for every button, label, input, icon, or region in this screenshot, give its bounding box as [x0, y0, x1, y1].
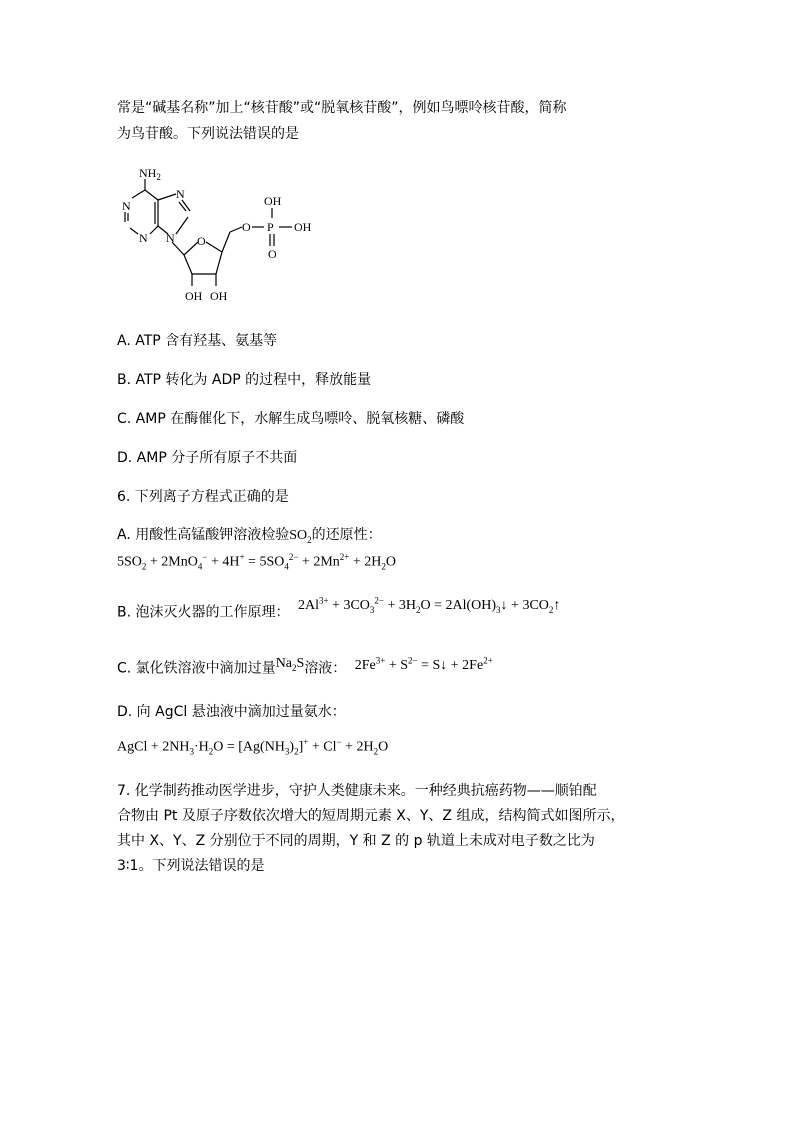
q6-option-b-text: B. 泡沫灭火器的工作原理： [117, 604, 290, 621]
q6-stem: 6. 下列离子方程式正确的是 [117, 489, 289, 505]
q6-option-c [117, 654, 493, 683]
q7-line-3: 其中 X、Y、Z 分别位于不同的周期，Y 和 Z 的 p 轨道上未成对电子数之比为 [117, 833, 595, 849]
phosphorus-label: P [267, 220, 274, 234]
q6-option-c-text: C. 氯化铁溶液中滴加过量 [117, 660, 276, 677]
nucleotide-structure-figure [112, 160, 332, 305]
phosphate-hydroxyl-label: OH [294, 220, 312, 234]
q6-option-b-equation: $2Al^{3+} + 3CO_3^{2-} + 3H_2O$ = $2Al(OH)_3↓$ + $3CO_2↑$ [297, 595, 561, 615]
hydroxyl-label: OH [210, 289, 228, 303]
q5-option-d: D. AMP 分子所有原子不共面 [117, 450, 298, 466]
q7-line-2: 合物由 Pt 及原子序数依次增大的短周期元素 X、Y、Z 组成，结构简式如图所示， [117, 808, 625, 824]
hydroxyl-label: OH [185, 289, 203, 303]
ester-oxygen-label: O [242, 220, 251, 234]
q7-line-4: 3∶1。下列说法错误的是 [117, 858, 265, 874]
phosphate-oxygen-label: O [268, 247, 277, 261]
so2-formula: $SO_2$ [289, 528, 312, 545]
ring-nitrogen-label: N [139, 231, 148, 245]
q7-line-1: 7. 化学制药推动医学进步，守护人类健康未来。一种经典抗癌药物——顺铂配 [117, 783, 597, 799]
q5-option-a: A. ATP 含有羟基、氨基等 [117, 333, 278, 349]
q6-option-a-tail: 的还原性： [311, 527, 382, 543]
intro-line-1: 常是“碱基名称”加上“核苷酸”或“脱氧核苷酸”，例如鸟嘌呤核苷酸，简称 [117, 100, 567, 116]
q6-option-d: D. 向 AgCl 悬浊液中滴加过量氨水： [117, 704, 346, 720]
q5-option-c: C. AMP 在酶催化下，水解生成鸟嘌呤、脱氧核糖、磷酸 [117, 411, 465, 427]
amine-label: $NH_2$ [139, 166, 161, 182]
intro-line-2: 为鸟苷酸。下列说法错误的是 [117, 126, 299, 142]
q6-option-c-equation: $2Fe^{3+} + S^{2-}$ = S↓ + $2Fe^{2+}$ [354, 655, 493, 673]
sugar-oxygen-label: O [197, 234, 206, 248]
phosphate-hydroxyl-label: OH [264, 194, 282, 208]
na2s-formula: $Na_2S$ [275, 655, 305, 673]
q6-option-c-tail: 溶液： [304, 660, 347, 677]
ring-nitrogen-label: N [122, 199, 131, 213]
q6-option-a-text: A. 用酸性高锰酸钾溶液检验 [117, 527, 290, 543]
q6-option-d-equation: AgCl + $2NH_3\cdot H_2O = [Ag(NH_3)_2]^+ + Cl^- + 2H_2O$ [117, 737, 389, 757]
q5-option-b: B. ATP 转化为 ADP 的过程中，释放能量 [117, 372, 372, 388]
q6-option-b [117, 595, 561, 627]
ring-nitrogen-label: N [166, 231, 175, 245]
ring-nitrogen-label: N [176, 187, 185, 201]
q6-option-a-equation: $5SO_2 + 2MnO_4^- + 4H^+ = 5SO_4^{2-} + 2Mn^{2+} + 2H_2O$ [117, 552, 396, 572]
